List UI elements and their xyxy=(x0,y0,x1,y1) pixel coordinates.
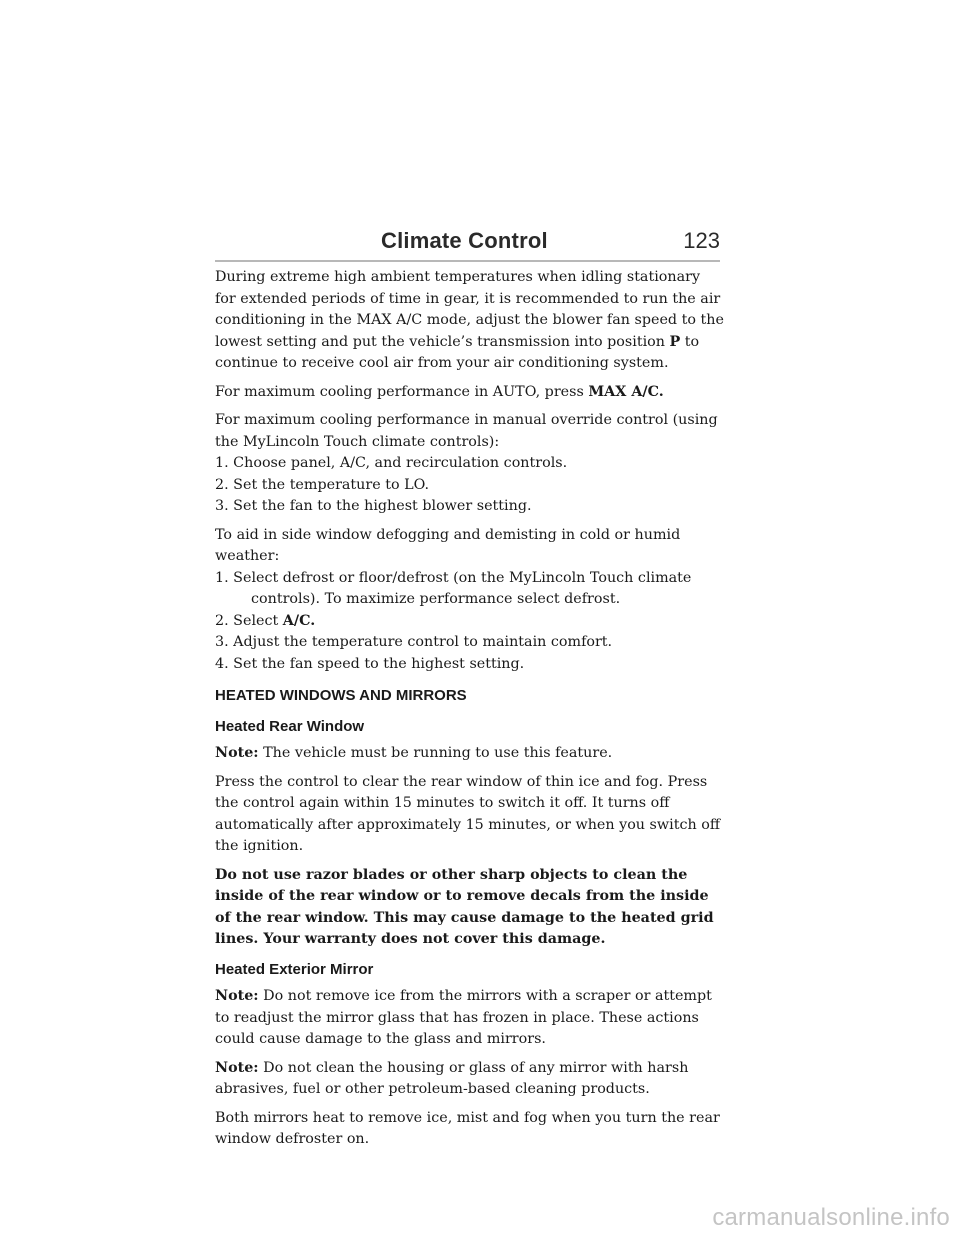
list-item: 4. Set the fan speed to the highest setting. xyxy=(215,655,525,672)
list-item: 2. Set the temperature to LO. xyxy=(215,476,430,493)
paragraph-manual-override: For maximum cooling performance in manual override control (using the MyLincoln Touch climate controls): xyxy=(215,412,718,450)
paragraph-mirrors-heat: Both mirrors heat to remove ice, mist and fog when you turn the rear window defroster on. xyxy=(215,1109,720,1147)
cooling-steps-list xyxy=(215,453,725,518)
chapter-title: Climate Control xyxy=(381,228,548,253)
paragraph-max-ac: For maximum cooling performance in AUTO, press MAX A/C. xyxy=(215,383,664,400)
list-item: 3. Set the fan to the highest blower setting. xyxy=(215,498,532,514)
paragraph-extreme-heat: During extreme high ambient temperatures when idling stationary for extended periods of time in gear, it is recommended to run the air conditioning in the MAX A/C mode, adjust the blower fan speed to the lowest setting and put the vehicle’s transmission into position P to continue to receive cool air from your air conditioning system. xyxy=(215,269,724,371)
note-ice-removal: Note: Do not remove ice from the mirrors with a scraper or attempt to readjust the mirror glass that has frozen in place. These actions could cause damage to the glass and mirrors. xyxy=(215,988,712,1047)
paragraph-rear-window: Press the control to clear the rear window of thin ice and fog. Press the control again within 15 minutes to switch it off. It turns off automatically after approximately 15 minutes, or when you switch off the ignition. xyxy=(215,773,720,854)
defog-steps-list xyxy=(215,568,725,676)
note-running: Note: The vehicle must be running to use this feature. xyxy=(215,745,613,761)
page-body xyxy=(215,267,725,1158)
warning-text: Do not use razor blades or other sharp objects to clean the inside of the rear window or to remove decals from the inside of the rear window. This may cause damage to the heated grid lines. Your warranty does not cover this damage. xyxy=(215,866,714,947)
page-number: 123 xyxy=(683,228,720,253)
watermark-text: carmanualsonline.info xyxy=(712,1204,950,1231)
paragraph-defogging: To aid in side window defogging and demisting in cold or humid weather: xyxy=(215,526,681,564)
subsection-heading-rear-window: Heated Rear Window xyxy=(215,717,365,735)
list-item: 2. Select A/C. xyxy=(215,612,316,629)
section-heading: HEATED WINDOWS AND MIRRORS xyxy=(215,687,467,704)
note-cleaning: Note: Do not clean the housing or glass of any mirror with harsh abrasives, fuel or other petroleum-based cleaning products. xyxy=(215,1059,689,1097)
list-item: 3. Adjust the temperature control to maintain comfort. xyxy=(215,634,613,650)
list-item: 1. Choose panel, A/C, and recirculation controls. xyxy=(215,455,568,471)
list-item: 1. Select defrost or floor/defrost (on the MyLincoln Touch climate controls). To maximize performance select defrost. xyxy=(215,569,692,607)
page-header xyxy=(215,226,720,262)
subsection-heading-exterior-mirror: Heated Exterior Mirror xyxy=(215,960,374,978)
